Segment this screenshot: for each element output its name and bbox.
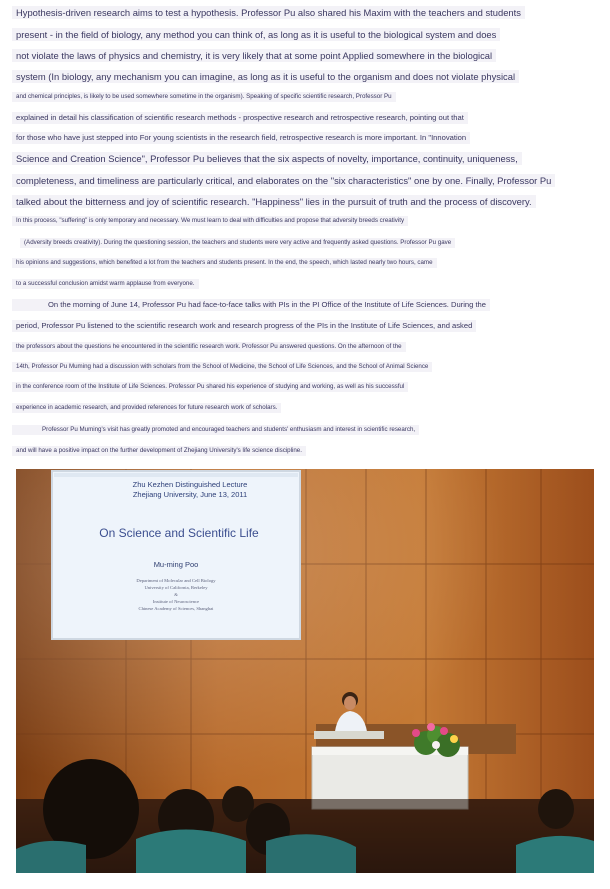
paragraph-line: talked about the bitterness and joy of scientific research. "Happiness" lies in the pursuit of truth and the process of discovery.: [12, 195, 536, 208]
slide-title: On Science and Scientific Life: [99, 526, 259, 540]
paragraph-line: for those who have just stepped into For young scientists in the research field, retrospective research is more important. In "Innovation: [12, 132, 470, 144]
slide-affiliation-line: Institute of Neuroscience: [152, 599, 200, 604]
paragraph-line: completeness, and timeliness are particularly critical, and elaborates on the "six characteristics" one by one. Finally, Professor Pu: [12, 174, 555, 187]
lecture-photo: [16, 469, 594, 873]
slide-header-line1: Zhu Kezhen Distinguished Lecture: [132, 480, 248, 489]
paragraph-line: in the conference room of the Institute of Life Sciences. Professor Pu shared his experience of studying and working, as well as his successful: [12, 382, 408, 392]
slide-header-line2: Zhejiang University, June 13, 2011: [132, 490, 248, 499]
paragraph-line: Professor Pu Muming's visit has greatly promoted and encouraged teachers and students' enthusiasm and interest in scientific research,: [12, 425, 419, 435]
paragraph-line: 14th, Professor Pu Muming had a discussion with scholars from the School of Medicine, the School of Life Sciences, and the School of Animal Science: [12, 362, 432, 372]
paragraph-line: explained in detail his classification of scientific research methods - prospective research and retrospective research, pointing out that: [12, 112, 468, 124]
paragraph-line: the professors about the questions he encountered in the scientific research work. Professor Pu answered questions. On the afternoon of the: [12, 342, 406, 352]
paragraph-line: and chemical principles, is likely to be used somewhere sometime in the organism). Speaking of specific scientific research, Professor Pu: [12, 92, 396, 102]
slide-author: Mu-ming Poo: [153, 560, 199, 569]
paragraph-line: In this process, "suffering" is only temporary and necessary. We must learn to deal with difficulties and propose that adversity breeds creativity: [12, 216, 408, 226]
slide-affiliation-line: Department of Molecular and Cell Biology: [136, 578, 216, 583]
paragraph-line: his opinions and suggestions, which benefited a lot from the teachers and students present. In the end, the speech, which lasted nearly two hours, came: [12, 258, 437, 268]
paragraph-line: On the morning of June 14, Professor Pu had face-to-face talks with PIs in the PI Office of the Institute of Life Sciences. During the: [12, 299, 490, 311]
paragraph-line: to a successful conclusion amidst warm applause from everyone.: [12, 279, 199, 289]
paragraph-line: Hypothesis-driven research aims to test a hypothesis. Professor Pu also shared his Maxim with the teachers and students: [12, 6, 525, 19]
paragraph-line: (Adversity breeds creativity). During the questioning session, the teachers and students were very active and frequently asked questions. Professor Pu gave: [20, 238, 455, 248]
paragraph-line: experience in academic research, and provided references for future research work of scholars.: [12, 403, 281, 413]
projection-screen: [52, 471, 300, 639]
paragraph-line: period, Professor Pu listened to the scientific research work and research progress of the PIs in the Institute of Life Sciences, and asked: [12, 320, 476, 332]
paragraph-line: and will have a positive impact on the further development of Zhejiang University's life science discipline.: [12, 446, 306, 456]
paragraph-line: present - in the field of biology, any method you can think of, as long as it is useful to the biological system and does: [12, 28, 500, 41]
paragraph-line: not violate the laws of physics and chemistry, it is very likely that at some point Applied somewhere in the biological: [12, 49, 496, 62]
paragraph-line: Science and Creation Science", Professor Pu believes that the six aspects of novelty, importance, continuity, uniqueness,: [12, 152, 522, 165]
slide-affiliation-line: University of California, Berkeley: [144, 585, 208, 590]
slide-affiliation-line: Chinese Academy of Sciences, Shanghai: [138, 606, 214, 611]
paragraph-line: system (In biology, any mechanism you can imagine, as long as it is useful to the organism and does not violate physical: [12, 70, 519, 83]
slide-affiliation-line: &: [174, 592, 178, 597]
